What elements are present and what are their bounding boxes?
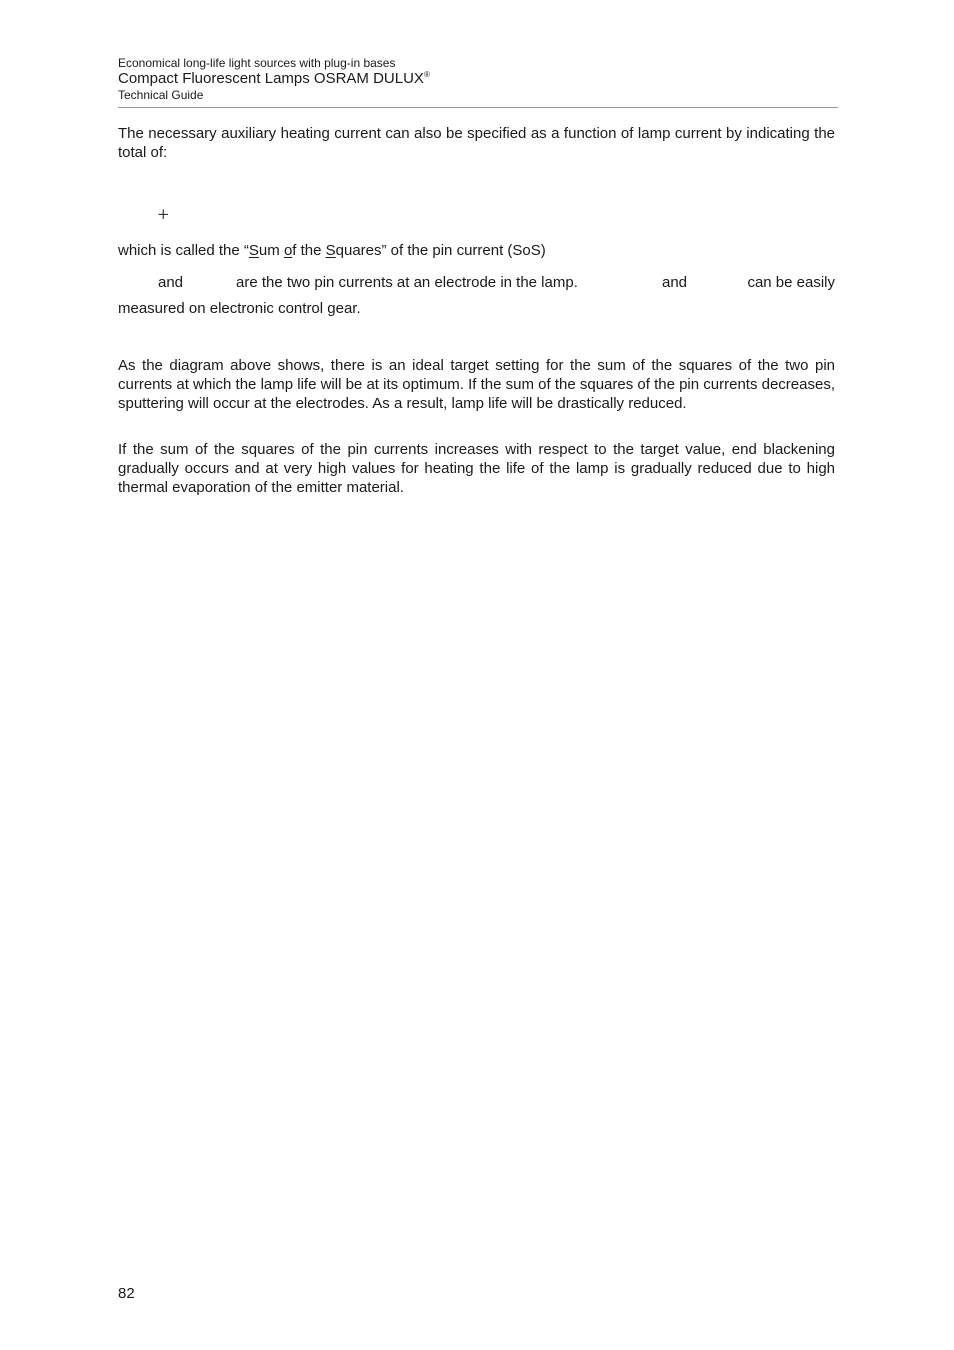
sos-text-mid1: um xyxy=(258,242,284,259)
sos-text-mid2: f the xyxy=(292,242,326,259)
pin-measure-line: measured on electronic control gear. xyxy=(118,300,361,317)
header-title-text: Compact Fluorescent Lamps OSRAM DULUX xyxy=(118,70,424,87)
sos-underline-s1: S xyxy=(248,242,259,259)
pin-and-1: and xyxy=(158,274,184,291)
header-subtitle: Economical long-life light sources with plug-in bases xyxy=(118,56,396,70)
page-number: 82 xyxy=(118,1285,135,1302)
pin-and-2: and xyxy=(662,274,688,291)
sos-underline-s2: S xyxy=(325,242,336,259)
pin-description: are the two pin currents at an electrode in the lamp. xyxy=(236,274,578,291)
blackening-paragraph: If the sum of the squares of the pin currents increases with respect to the target value, end blackening gradually occurs and at very high values for heating the life of the lamp is gradually reduced due to high thermal evaporation of the emitter material. xyxy=(118,441,835,496)
header-title xyxy=(118,70,838,88)
header-divider xyxy=(118,107,838,108)
intro-paragraph: The necessary auxiliary heating current can also be specified as a function of lamp current by indicating the total of: xyxy=(118,125,835,161)
sos-underline-o: o xyxy=(283,242,293,259)
sos-text-post: quares” of the pin current (SoS) xyxy=(335,242,546,259)
registered-mark: ® xyxy=(423,70,430,79)
formula-plus-sign: + xyxy=(157,205,170,223)
sos-text-pre: which is called the “ xyxy=(118,242,249,259)
header-guide-label: Technical Guide xyxy=(118,88,204,102)
page-header xyxy=(118,56,838,103)
sos-definition xyxy=(118,241,835,260)
pin-easily: can be easily xyxy=(747,274,835,291)
diagram-paragraph: As the diagram above shows, there is an ideal target setting for the sum of the squares of the two pin currents at which the lamp life will be at its optimum. If the sum of the squares of the pin currents decreases, sputtering will occur at the electrodes. As a result, lamp life will be drastically reduced. xyxy=(118,357,835,412)
pin-currents-line xyxy=(118,273,835,292)
